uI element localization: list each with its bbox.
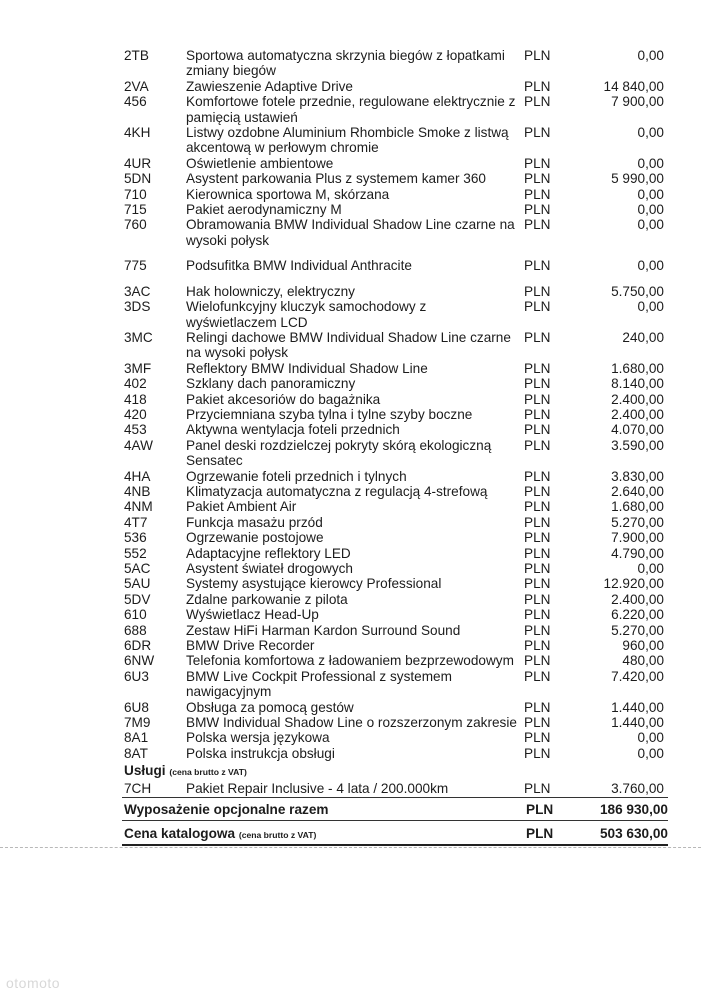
line-item-amount: 14 840,00 xyxy=(603,78,664,94)
line-item-description: Asystent świateł drogowych xyxy=(186,561,353,576)
line-item-amount: 3.760,00 xyxy=(611,781,664,796)
line-item-amount: 480,00 xyxy=(622,653,664,669)
line-item-amount: 0,00 xyxy=(637,125,664,141)
line-item-description: Wielofunkcyjny kluczyk samochodowy z wyświetlaczem LCD xyxy=(186,299,427,330)
line-item-amount: 0,00 xyxy=(637,258,664,274)
line-item-code: 456 xyxy=(124,94,147,110)
line-item-code: 760 xyxy=(124,217,147,233)
line-item-currency: PLN xyxy=(524,125,551,141)
options-total-label: Wyposażenie opcjonalne razem xyxy=(124,801,329,817)
line-item-amount: 2.400,00 xyxy=(611,591,664,607)
line-item-description: Zestaw HiFi Harman Kardon Surround Sound xyxy=(186,622,461,638)
line-item-row xyxy=(0,499,701,514)
line-item-row xyxy=(0,530,701,545)
line-item-amount: 1.440,00 xyxy=(611,699,664,715)
line-item-description: Relingi dachowe BMW Individual Shadow Line czarne na wysoki połysk xyxy=(186,329,511,361)
line-item-description: Obramowania BMW Individual Shadow Line czarne na wysoki połysk xyxy=(186,217,515,248)
line-item-amount: 0,00 xyxy=(637,217,664,233)
options-list xyxy=(0,48,701,761)
line-item-code: 4KH xyxy=(124,125,151,141)
catalog-price-row xyxy=(122,822,668,846)
line-item-code: 3DS xyxy=(124,299,151,315)
line-item-description: Adaptacyjne reflektory LED xyxy=(186,545,351,561)
line-item-currency: PLN xyxy=(524,171,551,187)
line-item-code: 6NW xyxy=(124,653,155,669)
line-item-row xyxy=(0,653,701,668)
line-item-amount: 3.830,00 xyxy=(611,468,664,484)
line-item-amount: 2.400,00 xyxy=(611,391,664,407)
catalog-price-label-wrap xyxy=(122,826,526,841)
line-item-currency: PLN xyxy=(524,283,551,299)
line-item-description: Polska instrukcja obsługi xyxy=(186,745,335,761)
line-item-amount: 12.920,00 xyxy=(603,576,664,592)
line-item-currency: PLN xyxy=(524,730,551,746)
line-item-amount: 0,00 xyxy=(637,561,664,576)
line-item-currency: PLN xyxy=(524,78,551,94)
line-item-currency: PLN xyxy=(524,699,551,715)
line-item-currency: PLN xyxy=(524,186,551,202)
line-item-code: 420 xyxy=(124,406,147,422)
line-item-code: 552 xyxy=(124,545,147,561)
line-item-amount: 5 990,00 xyxy=(611,171,664,187)
line-item-description: Asystent parkowania Plus z systemem kamer 360 xyxy=(186,171,486,187)
line-item-code: 6U3 xyxy=(124,668,149,684)
line-item-amount: 7 900,00 xyxy=(611,94,664,110)
line-item-row xyxy=(0,730,701,745)
line-item-currency: PLN xyxy=(524,406,551,422)
line-item-currency: PLN xyxy=(524,745,551,761)
line-item-amount: 5.750,00 xyxy=(611,283,664,299)
line-item-code: 453 xyxy=(124,422,147,438)
services-heading xyxy=(124,762,701,781)
line-item-row xyxy=(0,79,701,94)
line-item-row xyxy=(0,94,701,125)
line-item-code: 402 xyxy=(124,376,147,392)
line-item-currency: PLN xyxy=(524,638,551,654)
line-item-currency: PLN xyxy=(524,653,551,669)
line-item-code: 7CH xyxy=(124,781,152,796)
services-section xyxy=(0,762,701,796)
line-item-description: Komfortowe fotele przednie, regulowane elektrycznie z pamięcią ustawień xyxy=(186,94,516,125)
line-item-currency: PLN xyxy=(524,376,551,392)
line-item-code: 4T7 xyxy=(124,514,148,530)
line-item-description: Wyświetlacz Head-Up xyxy=(186,607,319,623)
line-item-amount: 0,00 xyxy=(637,299,664,315)
watermark-logo: otomoto xyxy=(6,975,61,991)
line-item-description: Zdalne parkowanie z pilota xyxy=(186,591,348,607)
line-item-description: Pakiet Ambient Air xyxy=(186,499,297,515)
line-item-currency: PLN xyxy=(524,545,551,561)
line-item-row xyxy=(0,638,701,653)
line-item-currency: PLN xyxy=(524,483,551,499)
line-item-row xyxy=(0,48,701,79)
line-item-code: 5DV xyxy=(124,591,151,607)
line-item-currency: PLN xyxy=(524,437,551,453)
line-item-code: 5AC xyxy=(124,561,151,576)
line-item-code: 4NM xyxy=(124,499,153,515)
line-item-row xyxy=(0,392,701,407)
line-item-code: 6DR xyxy=(124,638,152,654)
line-item-amount: 0,00 xyxy=(637,202,664,218)
line-item-description: Reflektory BMW Individual Shadow Line xyxy=(186,360,428,376)
line-item-row xyxy=(0,484,701,499)
line-item-currency: PLN xyxy=(524,360,551,376)
catalog-price-currency: PLN xyxy=(526,825,554,841)
line-item-description: Sportowa automatyczna skrzynia biegów z łopatkami zmiany biegów xyxy=(186,48,505,79)
line-item-row xyxy=(0,469,701,484)
options-total-currency: PLN xyxy=(526,801,554,817)
catalog-price-label: Cena katalogowa xyxy=(124,825,236,841)
line-item-description: Oświetlenie ambientowe xyxy=(186,155,334,171)
line-item-currency: PLN xyxy=(524,258,551,274)
line-item-currency: PLN xyxy=(524,329,551,345)
line-item-currency: PLN xyxy=(524,468,551,484)
line-item-row xyxy=(0,217,701,248)
line-item-amount: 4.070,00 xyxy=(611,422,664,438)
services-heading-note: (cena brutto z VAT) xyxy=(169,767,247,777)
line-item-row xyxy=(0,561,701,576)
line-item-code: 3MF xyxy=(124,360,152,376)
line-item-amount: 2.400,00 xyxy=(611,406,664,422)
line-item-code: 418 xyxy=(124,391,147,407)
line-item-description: Listwy ozdobne Aluminium Rhombicle Smoke z listwą akcentową w perłowym chromie xyxy=(186,125,509,156)
line-item-row xyxy=(0,515,701,530)
line-item-row xyxy=(0,171,701,186)
line-item-row xyxy=(0,202,701,217)
line-item-row xyxy=(0,576,701,591)
line-item-amount: 5.270,00 xyxy=(611,622,664,638)
line-item-currency: PLN xyxy=(524,391,551,407)
line-item-row xyxy=(0,623,701,638)
line-item-amount: 7.900,00 xyxy=(611,530,664,546)
line-item-code: 536 xyxy=(124,530,147,546)
line-item-code: 4HA xyxy=(124,468,151,484)
line-item-description: Systemy asystujące kierowcy Professional xyxy=(186,576,442,592)
line-item-amount: 4.790,00 xyxy=(611,545,664,561)
line-item-amount: 0,00 xyxy=(637,730,664,746)
line-item-description: Aktywna wentylacja foteli przednich xyxy=(186,422,400,438)
line-item-amount: 960,00 xyxy=(622,638,664,654)
line-item-code: 688 xyxy=(124,622,147,638)
line-item-description: Przyciemniana szyba tylna i tylne szyby boczne xyxy=(186,406,473,422)
services-heading-label: Usługi xyxy=(124,763,166,778)
line-item-code: 610 xyxy=(124,607,147,623)
line-item-row xyxy=(0,258,701,273)
line-item-description: Pakiet aerodynamiczny M xyxy=(186,202,342,218)
line-item-description: Zawieszenie Adaptive Drive xyxy=(186,78,353,94)
line-item-code: 5AU xyxy=(124,576,151,592)
line-item-description: Hak holowniczy, elektryczny xyxy=(186,283,355,299)
line-item-amount: 3.590,00 xyxy=(611,437,664,453)
line-item-row xyxy=(0,407,701,422)
line-item-row xyxy=(0,156,701,171)
line-item-description: Pakiet akcesoriów do bagażnika xyxy=(186,391,381,407)
line-item-row xyxy=(0,330,701,361)
line-item-currency: PLN xyxy=(524,668,551,684)
options-total-row xyxy=(122,797,668,821)
line-item-amount: 7.420,00 xyxy=(611,668,664,684)
line-item-code: 6U8 xyxy=(124,699,149,715)
line-item-row xyxy=(0,669,701,700)
line-item-currency: PLN xyxy=(524,422,551,438)
line-item-code: 715 xyxy=(124,202,147,218)
line-item-currency: PLN xyxy=(524,299,551,315)
line-item-amount: 0,00 xyxy=(637,155,664,171)
line-item-code: 8AT xyxy=(124,745,148,761)
line-item-amount: 1.440,00 xyxy=(611,715,664,731)
line-item-currency: PLN xyxy=(524,622,551,638)
line-item-currency: PLN xyxy=(524,781,551,796)
line-item-currency: PLN xyxy=(524,591,551,607)
line-item-description: Pakiet Repair Inclusive - 4 lata / 200.000km xyxy=(186,781,449,796)
line-item-description: Szklany dach panoramiczny xyxy=(186,376,356,392)
catalog-price-note: (cena brutto z VAT) xyxy=(238,829,317,840)
line-item-code: 2VA xyxy=(124,78,149,94)
line-item-description: BMW Drive Recorder xyxy=(186,638,315,654)
line-item-description: Podsufitka BMW Individual Anthracite xyxy=(186,258,412,274)
line-item-code: 3MC xyxy=(124,329,153,345)
line-item-amount: 0,00 xyxy=(637,186,664,202)
line-item-currency: PLN xyxy=(524,217,551,233)
line-item-amount: 240,00 xyxy=(622,329,664,345)
line-item-row xyxy=(0,746,701,761)
line-item-row xyxy=(0,592,701,607)
line-item-code: 7M9 xyxy=(124,715,151,731)
line-item-description: Klimatyzacja automatyczna z regulacją 4-strefową xyxy=(186,483,488,499)
line-item-amount: 2.640,00 xyxy=(611,483,664,499)
line-item-currency: PLN xyxy=(524,530,551,546)
options-total-amount: 186 930,00 xyxy=(599,801,668,817)
line-item-row xyxy=(0,607,701,622)
line-item-currency: PLN xyxy=(524,576,551,592)
line-item-code: 4AW xyxy=(124,437,153,453)
line-item-currency: PLN xyxy=(524,499,551,515)
line-item-description: Ogrzewanie foteli przednich i tylnych xyxy=(186,468,407,484)
line-item-code: 2TB xyxy=(124,48,149,63)
line-item-amount: 5.270,00 xyxy=(611,514,664,530)
line-item-row xyxy=(0,125,701,156)
line-item-description: Obsługa za pomocą gestów xyxy=(186,699,354,715)
line-item-description: Kierownica sportowa M, skórzana xyxy=(186,186,390,202)
scan-divider xyxy=(0,847,701,848)
line-item-currency: PLN xyxy=(524,607,551,623)
line-item-amount: 8.140,00 xyxy=(611,376,664,392)
line-item-row xyxy=(0,376,701,391)
line-item-code: 4UR xyxy=(124,155,152,171)
line-item-currency: PLN xyxy=(524,48,551,63)
line-item-description: Telefonia komfortowa z ładowaniem bezprzewodowym xyxy=(186,653,514,669)
line-item-row xyxy=(0,361,701,376)
line-item-description: Polska wersja językowa xyxy=(186,730,330,746)
line-item-code: 710 xyxy=(124,186,147,202)
line-item-row xyxy=(0,438,701,469)
line-item-code: 8A1 xyxy=(124,730,149,746)
line-item-row xyxy=(0,422,701,437)
line-item-row xyxy=(0,715,701,730)
line-item-description: Panel deski rozdzielczej pokryty skórą ekologiczną Sensatec xyxy=(186,437,492,469)
line-item-currency: PLN xyxy=(524,715,551,731)
line-item-row xyxy=(0,546,701,561)
line-item-currency: PLN xyxy=(524,561,551,576)
line-item-currency: PLN xyxy=(524,94,551,110)
line-item-code: 775 xyxy=(124,258,147,274)
line-item-currency: PLN xyxy=(524,202,551,218)
catalog-price-amount: 503 630,00 xyxy=(599,825,668,841)
line-item-amount: 0,00 xyxy=(637,48,664,63)
line-item-code: 3AC xyxy=(124,283,151,299)
line-item-currency: PLN xyxy=(524,155,551,171)
line-item-code: 5DN xyxy=(124,171,152,187)
line-item-description: BMW Individual Shadow Line o rozszerzonym zakresie xyxy=(186,715,517,731)
services-list xyxy=(0,781,701,796)
line-item-amount: 1.680,00 xyxy=(611,360,664,376)
line-item-description: Funkcja masażu przód xyxy=(186,514,323,530)
line-item-amount: 6.220,00 xyxy=(611,607,664,623)
line-item-row xyxy=(0,781,701,796)
line-item-row xyxy=(0,299,701,330)
line-item-amount: 1.680,00 xyxy=(611,499,664,515)
line-item-amount: 0,00 xyxy=(637,745,664,761)
line-item-description: Ogrzewanie postojowe xyxy=(186,530,324,546)
line-item-code: 4NB xyxy=(124,483,151,499)
line-item-currency: PLN xyxy=(524,514,551,530)
line-item-row xyxy=(0,700,701,715)
line-item-row xyxy=(0,187,701,202)
line-item-description: BMW Live Cockpit Professional z systemem nawigacyjnym xyxy=(186,668,452,700)
line-item-row xyxy=(0,284,701,299)
